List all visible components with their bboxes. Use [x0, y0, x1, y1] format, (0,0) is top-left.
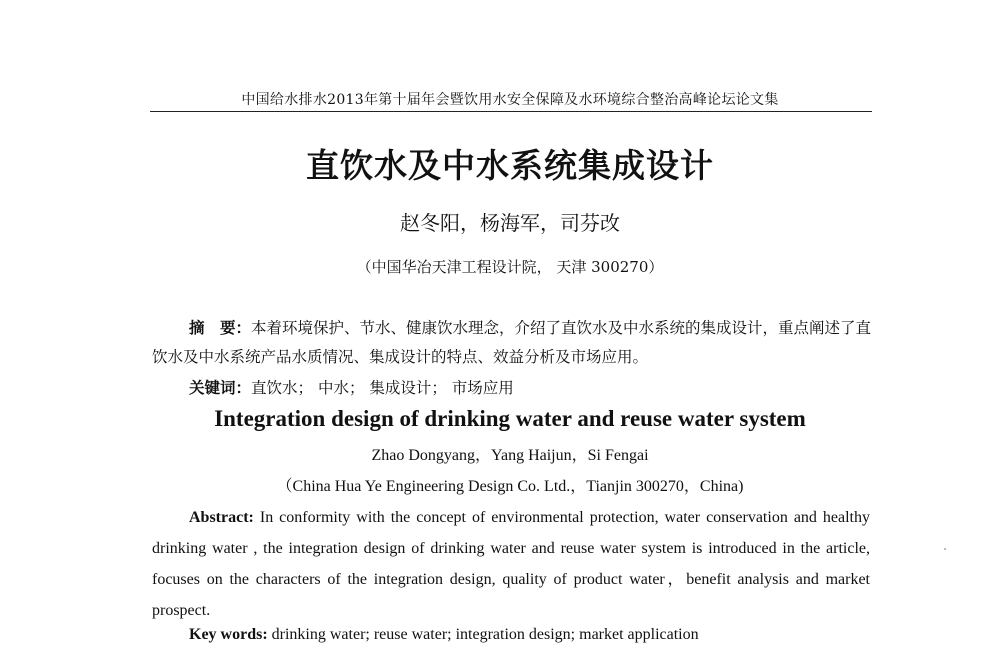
english-affiliation: （China Hua Ye Engineering Design Co. Ltd.，Tianjin 300270，China) [276, 478, 744, 495]
chinese-keywords-label: 关键词： [189, 379, 252, 397]
chinese-abstract [152, 314, 874, 372]
english-keywords [189, 626, 699, 644]
english-abstract-label: Abstract: [189, 509, 254, 526]
english-abstract [152, 502, 870, 626]
english-keywords-label: Key words: [189, 626, 268, 643]
english-keywords-text: drinking water; reuse water; integration design; market application [267, 626, 699, 643]
chinese-affiliation: （中国华冶天津工程设计院， 天津 300270） [356, 258, 664, 276]
chinese-authors: 赵冬阳，杨海军，司芬改 [400, 211, 620, 235]
scan-speck [944, 548, 946, 550]
chinese-title: 直饮水及中水系统集成设计 [306, 146, 714, 185]
running-header: 中国给水排水2013年第十届年会暨饮用水安全保障及水环境综合整治高峰论坛论文集 [241, 92, 779, 108]
english-authors: Zhao Dongyang，Yang Haijun，Si Fengai [371, 447, 649, 464]
chinese-abstract-text: 本着环境保护、节水、健康饮水理念，介绍了直饮水及中水系统的集成设计，重点阐述了直饮水及中水系统产品水质情况、集成设计的特点、效益分析及市场应用。 [152, 319, 872, 366]
chinese-abstract-label: 摘 要： [189, 319, 252, 337]
english-abstract-text: In conformity with the concept of environmental protection, water conservation and healthy drinking water , the integration design of drinking water and reuse water system is introduced in the article, focuses on the characters of the integration design, quality of product water，benefit analysis and market prospect. [152, 509, 870, 619]
chinese-keywords-text: 直饮水； 中水； 集成设计； 市场应用 [251, 379, 514, 397]
header-rule [150, 111, 872, 112]
chinese-keywords [189, 376, 514, 398]
english-title: Integration design of drinking water and reuse water system [214, 406, 806, 431]
